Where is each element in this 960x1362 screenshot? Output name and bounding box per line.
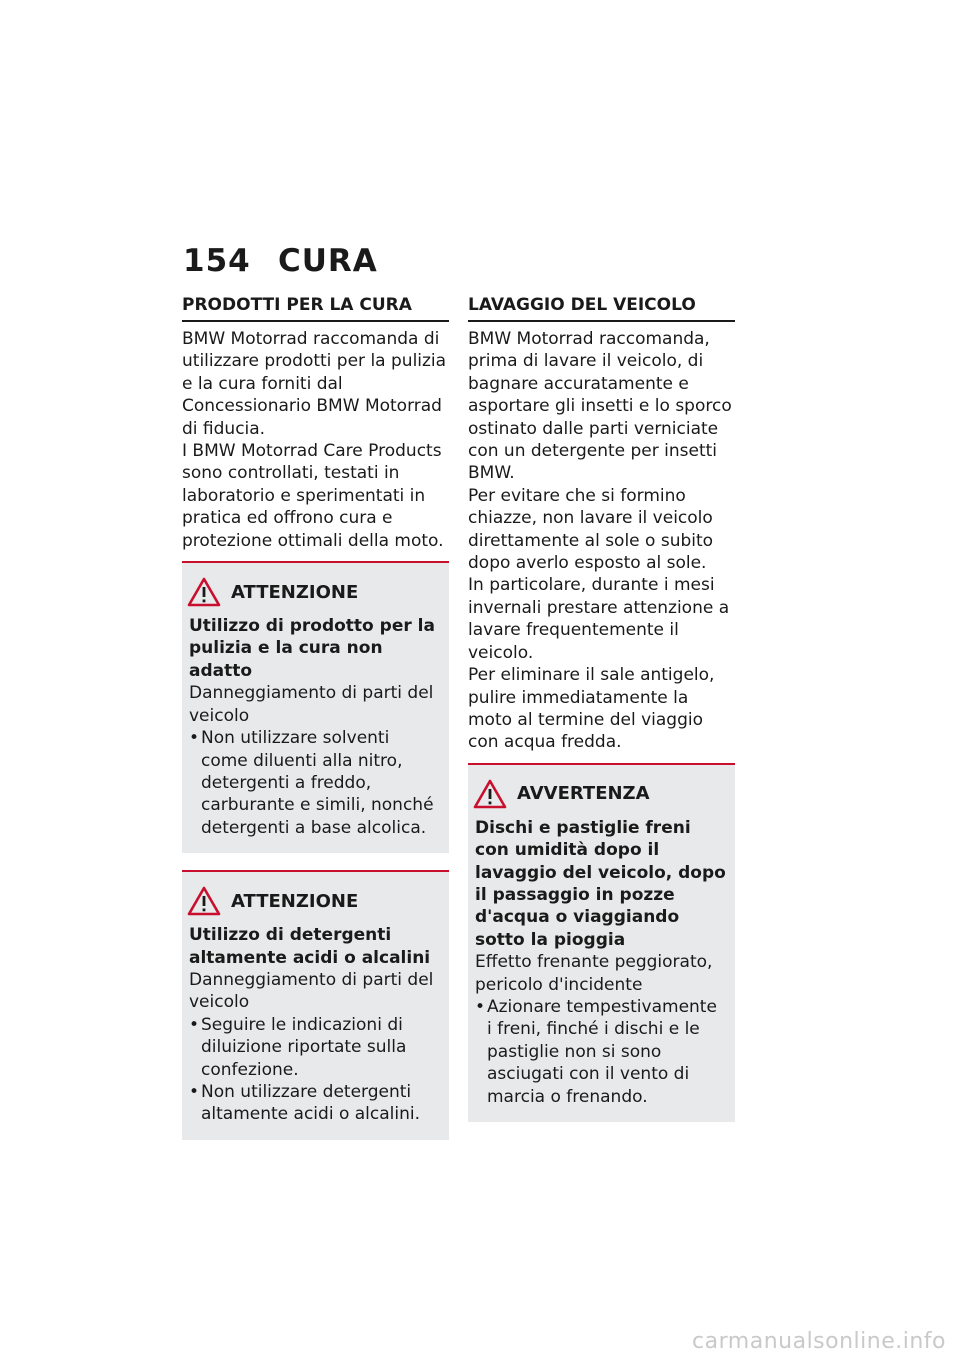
- warning-triangle-icon: [187, 577, 221, 607]
- paragraph: In particolare, durante i mesi invernali prestare attenzione a lavare frequentemente il veicolo.: [468, 575, 730, 663]
- warning-header: [189, 577, 441, 607]
- paragraph: Per evitare che si formino chiazze, non lavare il veicolo direttamente al sole o subito dopo averlo esposto al sole.: [468, 485, 714, 574]
- warning-box-2: [182, 870, 449, 1140]
- warning-subtitle: Dischi e pastiglie freni con umidità dopo il lavaggio del veicolo, dopo il passaggio in pozze d'acqua o viaggiando sotto la pioggia: [475, 817, 726, 950]
- paragraph: I BMW Motorrad Care Products sono controllati, testati in laboratorio e sperimentati in pratica ed offrono cura e protezione ottimali della moto.: [182, 441, 444, 551]
- bullet-item: • Non utilizzare detergenti altamente acidi o alcalini.: [189, 1081, 441, 1126]
- page-header: [183, 243, 378, 279]
- right-column: [468, 294, 735, 1122]
- bullet-item: • Seguire le indicazioni di diluizione riportate sulla confezione.: [189, 1014, 441, 1081]
- warning-triangle-icon: [473, 779, 507, 809]
- section-title-vehicle-wash: LAVAGGIO DEL VEICOLO: [468, 294, 735, 322]
- paragraph: BMW Motorrad raccomanda, prima di lavare il veicolo, di bagnare accuratamente e asportare gli insetti e lo sporco ostinato dalle parti verniciate con un detergente per insetti BMW.: [468, 329, 732, 484]
- warning-bullets: [189, 727, 441, 839]
- warning-box-3: [468, 763, 735, 1122]
- warning-subtitle: Utilizzo di detergenti altamente acidi o alcalini: [189, 925, 431, 968]
- warning-bullets: [475, 996, 727, 1108]
- care-products-body: [182, 328, 449, 552]
- vehicle-wash-body: [468, 328, 735, 754]
- warning-text: Danneggiamento di parti del veicolo: [189, 683, 434, 726]
- paragraph: BMW Motorrad raccomanda di utilizzare prodotti per la pulizia e la cura forniti dal Concessionario BMW Motorrad di fiducia.: [182, 329, 447, 439]
- section-title-care-products: PRODOTTI PER LA CURA: [182, 294, 449, 322]
- warning-header: [475, 779, 727, 809]
- warning-box-1: [182, 561, 449, 853]
- warning-heading: ATTENZIONE: [231, 581, 359, 603]
- chapter-title: CURA: [278, 243, 378, 279]
- warning-text: Danneggiamento di parti del veicolo: [189, 969, 434, 1013]
- bullet-item: • Non utilizzare solventi come diluenti alla nitro, detergenti a freddo, carburante e simili, nonché detergenti a base alcolica.: [189, 727, 441, 839]
- warning-heading: AVVERTENZA: [517, 783, 650, 805]
- warning-bullets: [189, 1014, 441, 1126]
- bullet-item: • Azionare tempestivamente i freni, finché i dischi e le pastiglie non si sono asciugati con il vento di marcia o frenando.: [475, 996, 727, 1108]
- paragraph: Per eliminare il sale antigelo, pulire immediatamente la moto al termine del viaggio con acqua fredda.: [468, 665, 715, 753]
- watermark: carmanualsonline.info: [692, 1329, 946, 1354]
- warning-subtitle: Utilizzo di prodotto per la pulizia e la cura non adatto: [189, 616, 435, 681]
- warning-heading: ATTENZIONE: [231, 890, 359, 912]
- warning-triangle-icon: [187, 886, 221, 916]
- warning-text: Effetto frenante peggiorato, pericolo d'incidente: [475, 952, 713, 995]
- warning-header: [189, 886, 441, 916]
- page-number: 154: [183, 243, 251, 279]
- left-column: [182, 294, 449, 1140]
